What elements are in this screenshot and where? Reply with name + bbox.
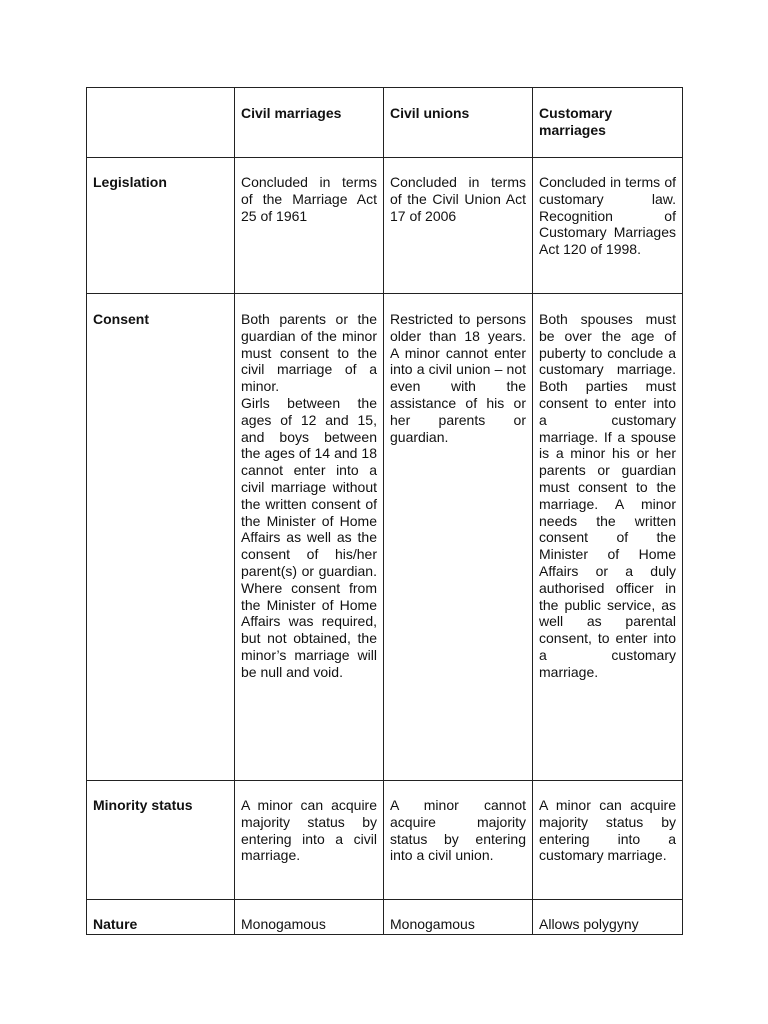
cell-minority-civil-marriages: A minor can acquire majority status by entering into a civil marriage. xyxy=(235,781,384,900)
cell-legislation-customary-marriages: Concluded in terms of customary law. Recognition of Customary Marriages Act 120 of 1998. xyxy=(533,158,683,294)
cell-legislation-civil-unions: Concluded in terms of the Civil Union Act 17 of 2006 xyxy=(384,158,533,294)
row-label-minority-status: Minority status xyxy=(87,781,235,900)
cell-consent-civil-unions: Restricted to persons older than 18 years. A minor cannot enter into a civil union – not even with the assistance of his or her parents or guardian. xyxy=(384,294,533,781)
header-cell-civil-unions: Civil unions xyxy=(384,88,533,158)
row-label-legislation: Legislation xyxy=(87,158,235,294)
cell-nature-civil-marriages: Monogamous xyxy=(235,900,384,935)
header-cell-empty xyxy=(87,88,235,158)
cell-minority-civil-unions: A minor cannot acquire majority status by entering into a civil union. xyxy=(384,781,533,900)
row-label-consent: Consent xyxy=(87,294,235,781)
cell-nature-civil-unions: Monogamous xyxy=(384,900,533,935)
cell-minority-customary-marriages: A minor can acquire majority status by entering into a customary marriage. xyxy=(533,781,683,900)
table-header-row xyxy=(87,88,683,158)
table-row-consent xyxy=(87,294,683,781)
cell-nature-customary-marriages: Allows polygyny xyxy=(533,900,683,935)
header-cell-customary-marriages: Customary marriages xyxy=(533,88,683,158)
table-row-minority-status xyxy=(87,781,683,900)
marriage-comparison-table xyxy=(86,87,683,935)
table-row-nature xyxy=(87,900,683,935)
cell-consent-civil-marriages: Both parents or the guardian of the minor must consent to the civil marriage of a minor. Girls between the ages of 12 and 15, and boys between the ages of 14 and 18 cannot enter into a civil marriage without the written consent of the Minister of Home Affairs as well as the consent of his/her parent(s) or guardian. Where consent from the Minister of Home Affairs was required, but not obtained, the minor’s marriage will be null and void. xyxy=(235,294,384,781)
row-label-nature: Nature xyxy=(87,900,235,935)
table-row-legislation xyxy=(87,158,683,294)
cell-legislation-civil-marriages: Concluded in terms of the Marriage Act 25 of 1961 xyxy=(235,158,384,294)
header-cell-civil-marriages: Civil marriages xyxy=(235,88,384,158)
cell-consent-customary-marriages: Both spouses must be over the age of puberty to conclude a customary marriage. Both parties must consent to enter into a customary marriage. If a spouse is a minor his or her parents or guardian must consent to the marriage. A minor needs the written consent of the Minister of Home Affairs or a duly authorised officer in the public service, as well as parental consent, to enter into a customary marriage. xyxy=(533,294,683,781)
